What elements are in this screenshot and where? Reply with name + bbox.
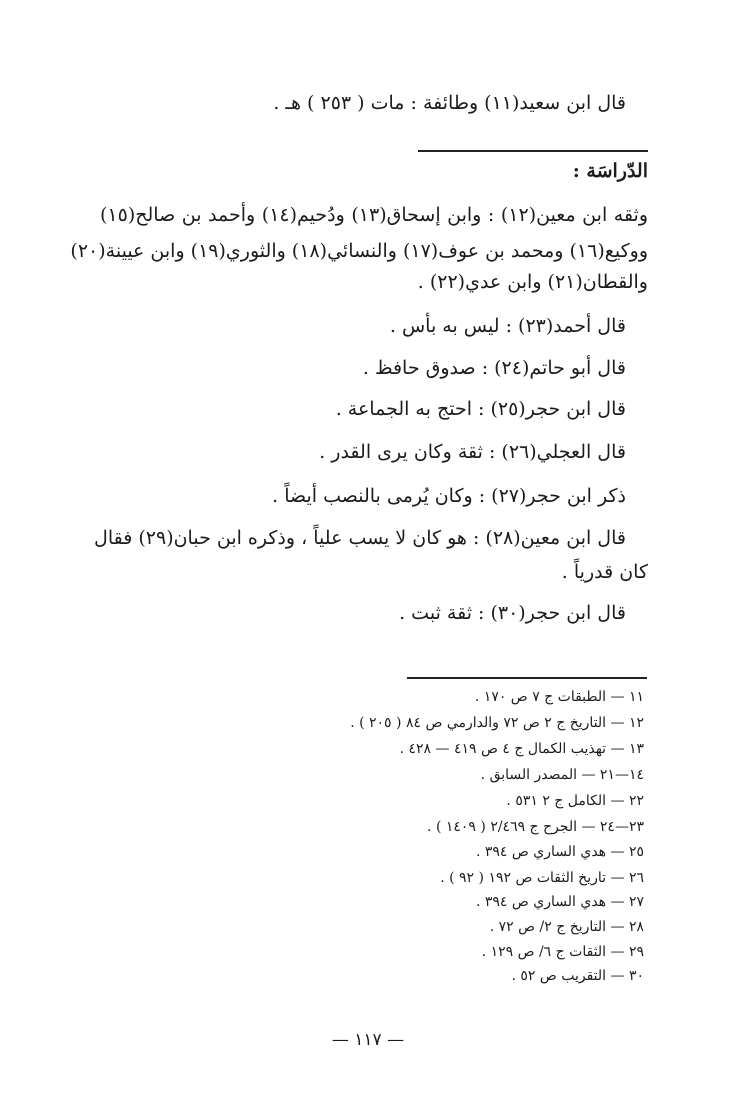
footnote-14-21: ١٤—٢١ — المصدر السابق . [480,767,644,783]
footnote-28: ٢٨ — التاريخ ج ٢/ ص ٧٢ . [489,919,644,935]
footnote-22: ٢٢ — الكامل ج ٢ ٥٣١ . [506,793,644,809]
footnote-26: ٢٦ — تاريخ الثقات ص ١٩٢ ( ٩٢ ) . [440,870,644,886]
para1-line1: وثقه ابن معين(١٢) : وابن إسحاق(١٣) ودُحيم(١٤) وأحمد بن صالح(١٥) [100,204,649,226]
statement-1: قال أحمد(٢٣) : ليس به بأس . [389,315,626,337]
para2-line1: قال ابن معين(٢٨) : هو كان لا يسب علياً ، وذكره ابن حبان(٢٩) فقال [94,527,626,549]
statement-6: قال ابن حجر(٣٠) : ثقة ثبت . [399,602,626,624]
para2-line2: كان قدرياً . [561,561,648,583]
page-number: — ١١٧ — [331,1030,405,1050]
section-heading: الدّراسَة : [572,160,648,182]
footnote-25: ٢٥ — هدي الساري ص ٣٩٤ . [475,844,644,860]
footnote-12: ١٢ — التاريخ ج ٢ ص ٧٢ والدارمي ص ٨٤ ( ٢٠٥ ) . [350,715,644,731]
footnote-29: ٢٩ — الثقات ج ٦/ ص ١٢٩ . [481,944,644,960]
section-divider [418,150,648,152]
statement-2: قال أبو حاتم(٢٤) : صدوق حافظ . [362,357,626,379]
footnote-11: ١١ — الطبقات ج ٧ ص ١٧٠ . [474,689,644,705]
footnote-27: ٢٧ — هدي الساري ص ٣٩٤ . [475,894,644,910]
footnote-30: ٣٠ — التقريب ص ٥٢ . [511,968,644,984]
footnote-13: ١٣ — تهذيب الكمال ج ٤ ص ٤١٩ — ٤٢٨ . [399,741,644,757]
statement-5: ذكر ابن حجر(٢٧) : وكان يُرمى بالنصب أيضاً . [272,485,626,507]
statement-3: قال ابن حجر(٢٥) : احتج به الجماعة . [335,398,626,420]
top-line: قال ابن سعيد(١١) وطائفة : مات ( ٢٥٣ ) هـ . [273,92,626,114]
footnote-divider [407,677,647,679]
statement-4: قال العجلي(٢٦) : ثقة وكان يرى القدر . [319,441,626,463]
footnote-23-24: ٢٣—٢٤ — الجرح ج ٢/٤٦٩ ( ١٤٠٩ ) . [427,819,644,835]
para1-line2: ووكيع(١٦) ومحمد بن عوف(١٧) والنسائي(١٨) والثوري(١٩) وابن عيينة(٢٠) [70,240,648,262]
para1-line3: والقطان(٢١) وابن عدي(٢٢) . [417,271,648,293]
